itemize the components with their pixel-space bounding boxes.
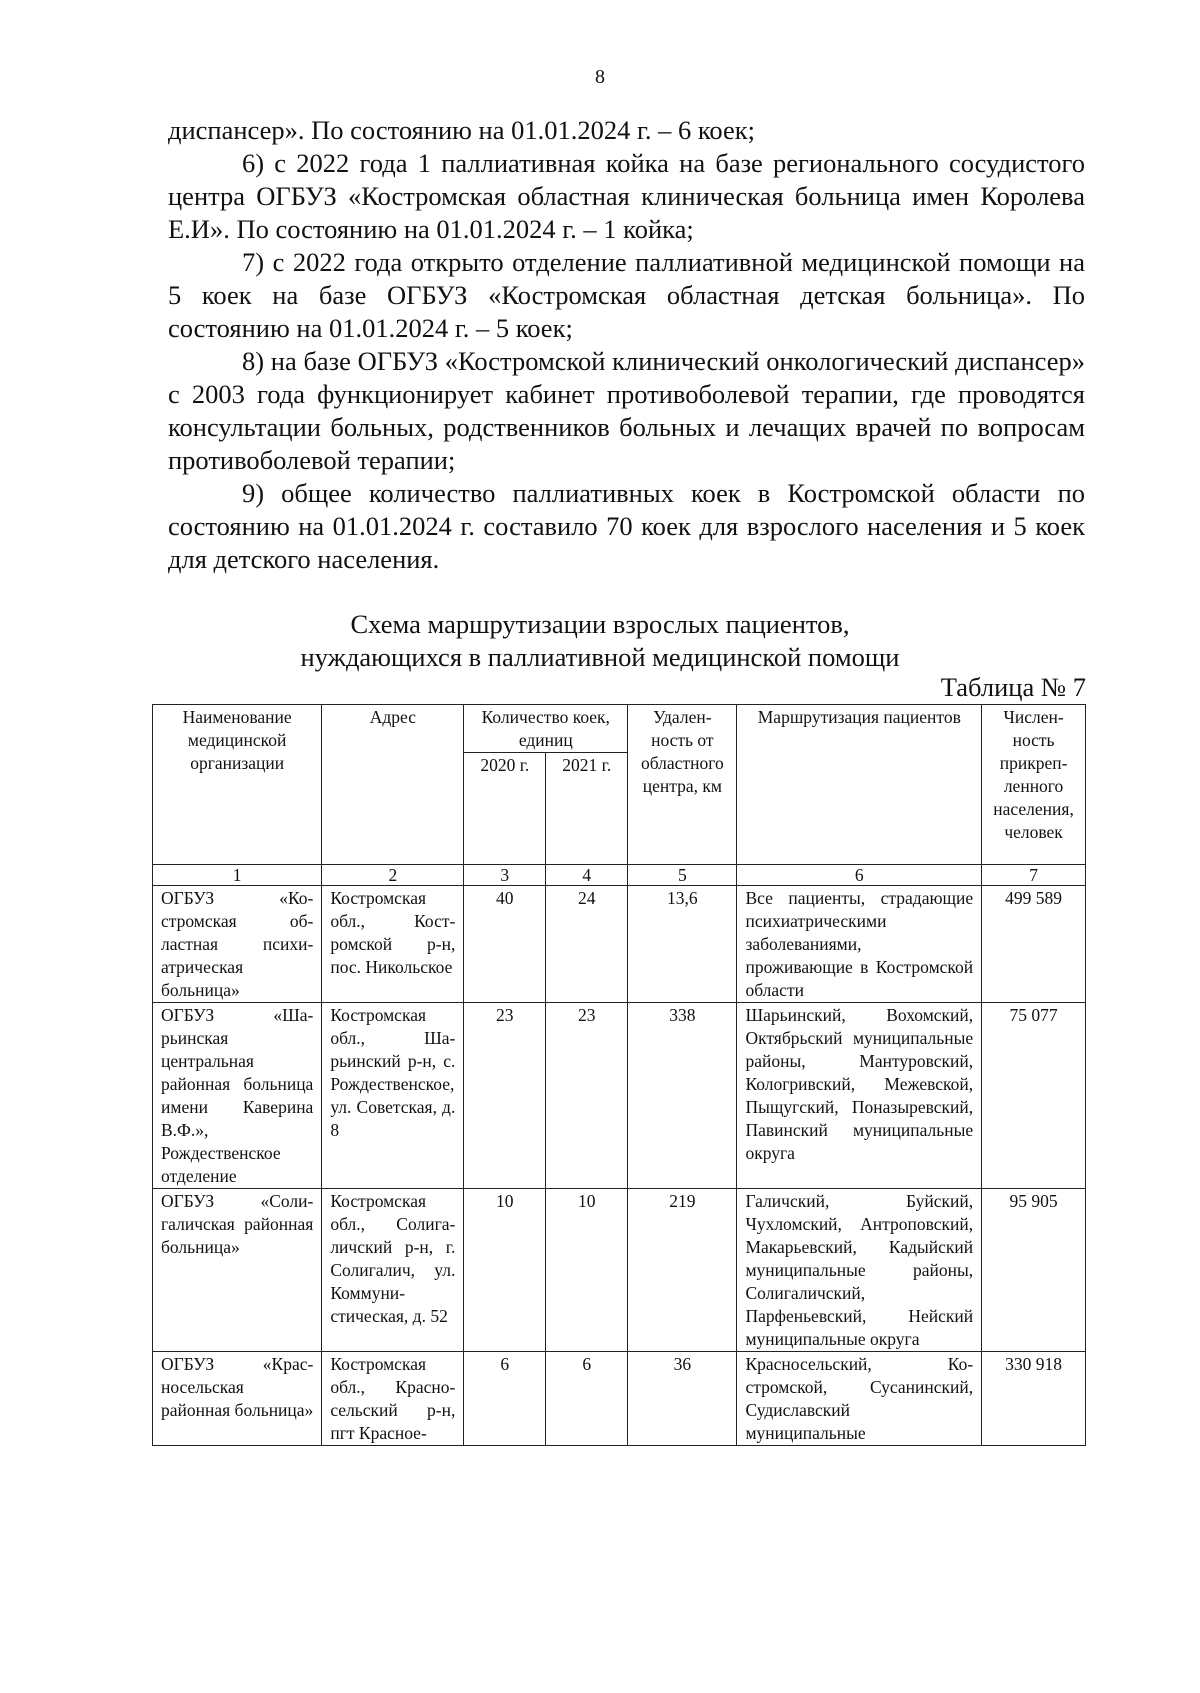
cell-address: Костромская обл., Красносельский р-н, пгт Красное- (322, 1352, 464, 1446)
column-number: 6 (737, 865, 982, 886)
cell-distance: 338 (628, 1003, 737, 1189)
cell-population: 95 905 (982, 1189, 1086, 1352)
cell-population: 499 589 (982, 886, 1086, 1003)
paragraph-5: 9) общее количество паллиативных коек в Костромской области по состоянию на 01.01.2024 г. составило 70 коек для взрослого населения и 5 коек для детского населения. (168, 478, 1085, 574)
table-title (0, 608, 1200, 674)
cell-population: 330 918 (982, 1352, 1086, 1446)
cell-beds-2020: 40 (464, 886, 546, 1003)
cell-beds-2021: 6 (546, 1352, 628, 1446)
cell-routing: Шарьинский, Вохомский, Октябрьский муниципальные районы, Мантуровский, Кологривский, Межевской, Пыщугский, Поназыревский, Павинский муниципальные округа (737, 1003, 982, 1189)
table-row (153, 886, 1086, 1003)
table-header-row (153, 705, 1086, 753)
cell-distance: 219 (628, 1189, 737, 1352)
cell-name: ОГБУЗ «Красносельская районная больница» (153, 1352, 322, 1446)
column-number: 7 (982, 865, 1086, 886)
cell-distance: 13,6 (628, 886, 737, 1003)
body-text (168, 114, 1085, 576)
page-number: 8 (595, 66, 605, 88)
header-population: Численность прикрепленного населения, человек (982, 705, 1086, 865)
header-routing: Маршрутизация пациентов (737, 705, 982, 865)
column-number: 1 (153, 865, 322, 886)
column-number: 5 (628, 865, 737, 886)
cell-routing: Галичский, Буйский, Чухломский, Антроповский, Макарьевский, Кадыйский муниципальные районы, Солигаличский, Парфеньевский, Нейский муниципальные округа (737, 1189, 982, 1352)
paragraph-4: 8) на базе ОГБУЗ «Костромской клинический онкологический диспансер» с 2003 года функционирует кабинет противоболевой терапии, где проводятся консультации больных, родственников больных и лечащих врачей по вопросам противоболевой терапии; (168, 346, 1085, 475)
column-numbers-row (153, 865, 1086, 886)
cell-address: Костромская обл., Костромской р-н, пос. Никольское (322, 886, 464, 1003)
cell-name: ОГБУЗ «Костромская областная психиатрическая больница» (153, 886, 322, 1003)
table-title-line-1: Схема маршрутизации взрослых пациентов, (350, 609, 850, 639)
header-year-2021: 2021 г. (546, 753, 628, 865)
column-number: 3 (464, 865, 546, 886)
header-address: Адрес (322, 705, 464, 865)
cell-name: ОГБУЗ «Солигаличская районная больница» (153, 1189, 322, 1352)
table-row (153, 1189, 1086, 1352)
column-number: 4 (546, 865, 628, 886)
routing-table (152, 704, 1086, 1446)
cell-beds-2020: 6 (464, 1352, 546, 1446)
cell-address: Костромская обл., Солигаличский р-н, г. Солигалич, ул. Коммунистическая, д. 52 (322, 1189, 464, 1352)
cell-beds-2020: 23 (464, 1003, 546, 1189)
cell-beds-2021: 23 (546, 1003, 628, 1189)
table-row (153, 1352, 1086, 1446)
column-number: 2 (322, 865, 464, 886)
table-number: Таблица № 7 (940, 672, 1086, 702)
paragraph-2: 6) с 2022 года 1 паллиативная койка на базе регионального сосудистого центра ОГБУЗ «Костромская областная клиническая больница имен Королева Е.И». По состоянию на 01.01.2024 г. – 1 койка; (168, 148, 1085, 244)
header-name: Наименование медицинской организации (153, 705, 322, 865)
header-beds: Количество коек, единиц (464, 705, 628, 753)
cell-address: Костромская обл., Шарьинский р-н, с. Рождественское, ул. Советская, д. 8 (322, 1003, 464, 1189)
cell-routing: Красносельский, Костромской, Сусанинский, Судиславский муниципальные (737, 1352, 982, 1446)
cell-beds-2021: 24 (546, 886, 628, 1003)
cell-routing: Все пациенты, страдающие психиатрическими заболеваниями, проживающие в Костромской области (737, 886, 982, 1003)
paragraph-1: диспансер». По состоянию на 01.01.2024 г. – 6 коек; (168, 115, 755, 145)
cell-beds-2020: 10 (464, 1189, 546, 1352)
header-year-2020: 2020 г. (464, 753, 546, 865)
cell-population: 75 077 (982, 1003, 1086, 1189)
cell-distance: 36 (628, 1352, 737, 1446)
paragraph-3: 7) с 2022 года открыто отделение паллиативной медицинской помощи на 5 коек на базе ОГБУЗ «Костромская областная детская больница». По состоянию на 01.01.2024 г. – 5 коек; (168, 247, 1085, 343)
table-title-line-2: нуждающихся в паллиативной медицинской помощи (300, 642, 900, 672)
table-row (153, 1003, 1086, 1189)
header-distance: Удаленность от областного центра, км (628, 705, 737, 865)
cell-name: ОГБУЗ «Шарьинская центральная районная больница имени Каверина В.Ф.», Рождественское отделение (153, 1003, 322, 1189)
cell-beds-2021: 10 (546, 1189, 628, 1352)
